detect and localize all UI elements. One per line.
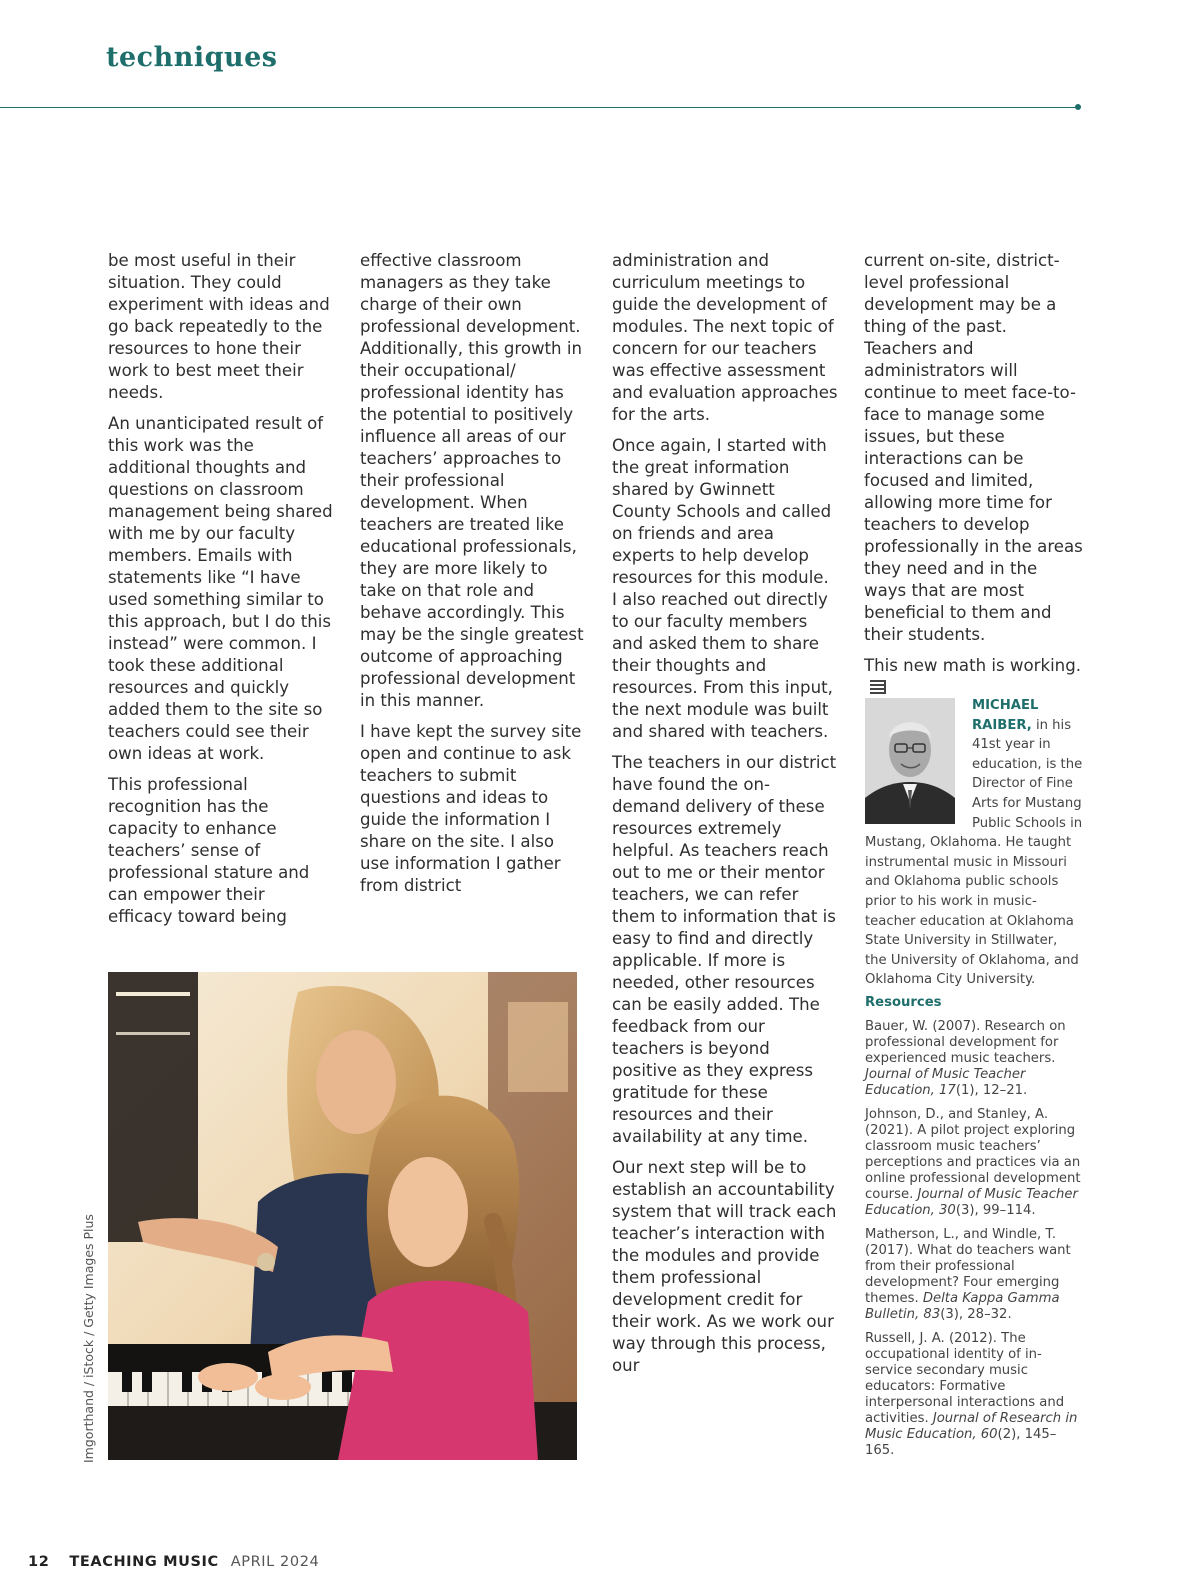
header-rule-dot <box>1075 104 1081 110</box>
article-column-3 <box>612 250 838 1386</box>
reference-journal: Journal of Music Teacher Education, 30 <box>865 1187 1078 1218</box>
author-name-last: RAIBER, <box>972 717 1032 733</box>
paragraph: This professional recognition has the capacity to enhance teachers’ sense of professional stature and can empower their efficacy toward being <box>108 775 310 926</box>
closing-line: This new math is working. <box>864 656 1082 675</box>
closing-paragraph <box>864 655 1084 699</box>
paragraph: be most useful in their situation. They could experiment with ideas and go back repeatedly to the resources to hone their work to best meet their needs. <box>108 251 330 402</box>
reference-journal: Journal of Music Teacher Education, 17 <box>865 1067 1026 1098</box>
reference-text: Johnson, D., and Stanley, A. (2021). A pilot project exploring classroom music teachers’ perceptions and practices via an online professional development course. <box>865 1107 1081 1202</box>
end-of-article-icon <box>870 680 886 694</box>
paragraph: Once again, I started with the great information shared by Gwinnett County Schools and called on friends and area experts to help develop resources for this module. I also reached out directly to our faculty members and asked them to share their thoughts and resources. From this input, the next module was built and shared with teachers. <box>612 436 833 741</box>
reference-issue: (2), 145–165. <box>865 1427 1057 1458</box>
author-name-first: MICHAEL <box>972 698 1039 713</box>
issue-date: APRIL 2024 <box>230 1554 320 1570</box>
reference-item <box>865 1227 1083 1323</box>
resources-heading: Resources <box>865 995 942 1010</box>
reference-item <box>865 1107 1083 1219</box>
reference-issue: (3), 99–114. <box>955 1203 1036 1218</box>
header-rule <box>0 107 1078 108</box>
reference-journal: Journal of Research in Music Education, 60 <box>865 1411 1078 1442</box>
reference-text: Russell, J. A. (2012). The occupational identity of in-service secondary music educators: Formative interpersonal interactions and activities. <box>865 1331 1065 1426</box>
reference-text: Matherson, L., and Windle, T. (2017). What do teachers want from their professional development? Four emerging themes. <box>865 1227 1071 1306</box>
reference-text: Bauer, W. (2007). Research on professional development for experienced music teachers. <box>865 1019 1066 1066</box>
article-photo <box>108 972 577 1460</box>
resources-section <box>865 995 1083 1467</box>
photo-credit: Imgorthand / iStock / Getty Images Plus <box>81 1214 96 1463</box>
reference-item <box>865 1331 1083 1459</box>
paragraph: Our next step will be to establish an accountability system that will track each teacher’s interaction with the modules and provide them professional development credit for their work. As we work our way through this process, our <box>612 1158 837 1375</box>
reference-issue: (1), 12–21. <box>955 1083 1028 1098</box>
page-number: 12 <box>28 1554 50 1570</box>
paragraph: An unanticipated result of this work was the additional thoughts and questions on classroom management being shared with me by our faculty members. Emails with statements like “I have used something similar to this approach, but I do this instead” were common. I took these additional resources and quickly added them to the site so teachers could see their own ideas at work. <box>108 414 333 763</box>
headshot-spacer <box>865 696 972 824</box>
reference-item <box>865 1019 1083 1099</box>
article-column-4 <box>864 250 1084 708</box>
reference-issue: (3), 28–32. <box>940 1307 1012 1322</box>
reference-journal: Delta Kappa Gamma Bulletin, 83 <box>865 1291 1060 1322</box>
paragraph: administration and curriculum meetings to guide the development of modules. The next topic of concern for our teachers was effective assessment and evaluation approaches for the arts. <box>612 251 838 424</box>
article-column-2 <box>360 250 586 906</box>
author-bio <box>865 696 1083 990</box>
page-footer <box>28 1554 319 1570</box>
paragraph: current on-site, district-level professional development may be a thing of the past. Teachers and administrators will continue to meet face-to-face to manage some issues, but these interactions can be focused and limited, allowing more time for teachers to develop professionally in the areas they need and in the ways that are most beneficial to them and their students. <box>864 251 1083 644</box>
paragraph: effective classroom managers as they take charge of their own professional development. Additionally, this growth in their occupational/ professional identity has the potential to positively influence all areas of our teachers’ approaches to their professional development. When teachers are treated like educational professionals, they are more likely to take on that role and behave accordingly. This may be the single greatest outcome of approaching professional development in this manner. <box>360 251 584 710</box>
article-column-1 <box>108 250 334 937</box>
section-title: techniques <box>106 42 278 73</box>
paragraph: I have kept the survey site open and continue to ask teachers to submit questions and ideas to guide the information I share on the site. I also use information I gather from district <box>360 722 582 895</box>
paragraph: The teachers in our district have found the on-demand delivery of these resources extremely helpful. As teachers reach out to me or their mentor teachers, we can refer them to information that is easy to find and directly applicable. If more is needed, other resources can be easily added. The feedback from our teachers is beyond positive as they express gratitude for these resources and their availability at any time. <box>612 753 837 1146</box>
magazine-title: TEACHING MUSIC <box>69 1554 219 1570</box>
author-bio-text: in his 41st year in education, is the Director of Fine Arts for Mustang Public Schools in Mustang, Oklahoma. He taught instrumental music in Missouri and Oklahoma public schools prior to his work in music-teacher education at Oklahoma State University in Stillwater, the University of Oklahoma, and Oklahoma City University. <box>865 717 1083 988</box>
